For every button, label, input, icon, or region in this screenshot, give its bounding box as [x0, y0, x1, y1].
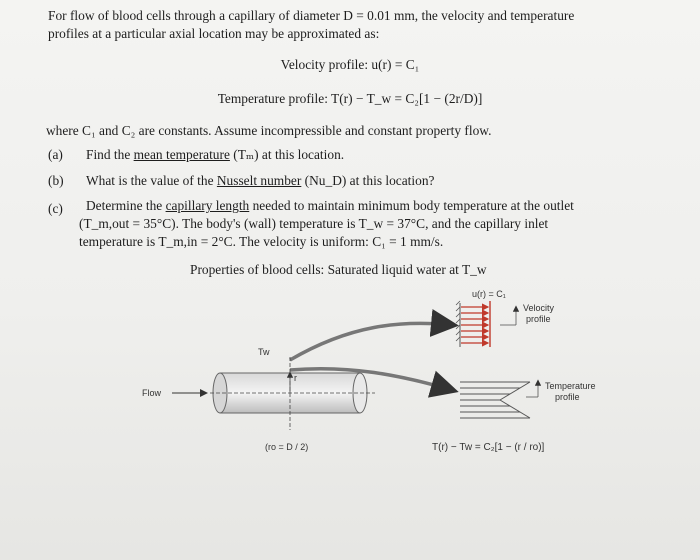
- u-label: u(r) = C₁: [472, 289, 506, 299]
- velocity-profile-equation: Velocity profile: u(r) = C₁: [280, 57, 420, 72]
- part-c-line-3: temperature is T_m,in = 2°C. The velocity is uniform: C₁ = 1 mm/s.: [79, 234, 444, 249]
- intro-line-2: profiles at a particular axial location may be approximated as:: [48, 26, 380, 41]
- flow-label: Flow: [142, 388, 162, 398]
- capillary-tube: [210, 357, 375, 430]
- tw-label: Tw: [258, 347, 270, 357]
- part-a-before: Find the: [86, 147, 134, 162]
- velocity-label-2: profile: [526, 314, 551, 324]
- part-c-label: (c): [48, 201, 63, 216]
- velocity-label-1: Velocity: [523, 303, 555, 313]
- velocity-profile-graphic: [456, 289, 555, 347]
- mean-temperature-link[interactable]: mean temperature: [133, 147, 230, 162]
- part-b-before: What is the value of the: [86, 173, 217, 188]
- ro-label: (ro = D / 2): [265, 442, 309, 452]
- intro-line-1: For flow of blood cells through a capillary of diameter D = 0.01 mm, the velocity and temperature: [48, 8, 575, 23]
- r-label: r: [294, 373, 297, 383]
- properties-note: Properties of blood cells: Saturated liquid water at T_w: [190, 262, 487, 277]
- capillary-figure: [130, 285, 650, 485]
- nusselt-number-link[interactable]: Nusselt number: [216, 173, 302, 188]
- part-a-label: (a): [48, 147, 63, 162]
- temperature-equation-label: T(r) − Tw = C₂[1 − (r / ro)]: [432, 442, 545, 453]
- part-a-after: (Tₘ) at this location.: [229, 147, 345, 162]
- temperature-label-2: profile: [555, 392, 580, 402]
- part-c-before: Determine the: [86, 198, 166, 213]
- part-c-line-1: [86, 198, 574, 214]
- part-b-label: (b): [48, 173, 64, 188]
- temperature-profile-graphic: [460, 381, 596, 418]
- capillary-length-link[interactable]: capillary length: [165, 198, 250, 213]
- part-b-after: (Nu_D) at this location?: [301, 173, 435, 188]
- part-a-text: [86, 147, 344, 163]
- part-b-text: [86, 173, 434, 189]
- part-c-after: needed to maintain minimum body temperature at the outlet: [249, 198, 574, 213]
- constants-note: where C₁ and C₂ are constants. Assume incompressible and constant property flow.: [46, 123, 492, 138]
- part-c-line-2: (T_m,out = 35°C). The body's (wall) temperature is T_w = 37°C, and the capillary inlet: [79, 216, 549, 231]
- velocity-pointer-arrow: [290, 323, 452, 360]
- temperature-profile-equation: Temperature profile: T(r) − T_w = C₂[1 − (2r/D)]: [217, 91, 483, 106]
- temperature-label-1: Temperature: [545, 381, 596, 391]
